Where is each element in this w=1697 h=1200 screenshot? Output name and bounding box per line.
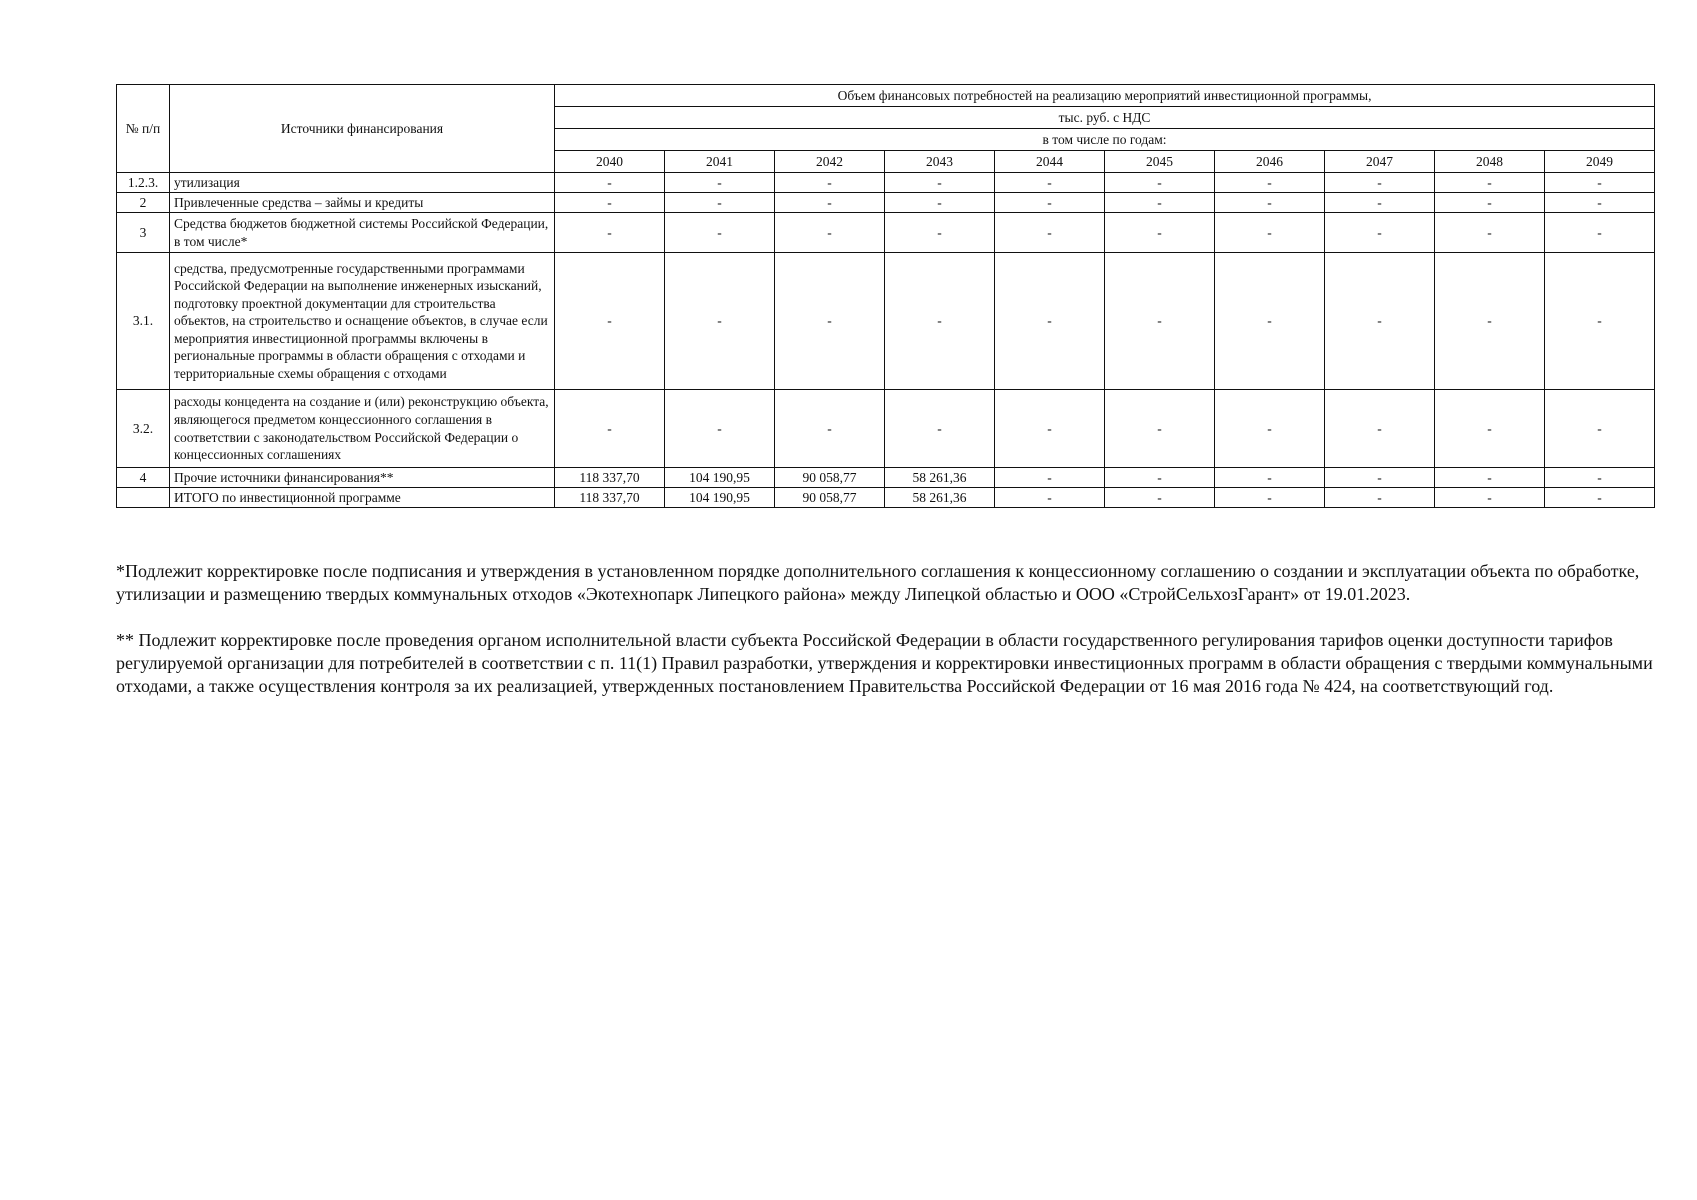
header-year: 2045 <box>1105 151 1215 173</box>
table-row <box>117 488 1655 508</box>
row-value: - <box>1435 193 1545 213</box>
row-value: - <box>1215 488 1325 508</box>
table-header <box>117 85 1655 173</box>
header-year: 2047 <box>1325 151 1435 173</box>
row-value: - <box>995 253 1105 390</box>
row-value: - <box>775 390 885 468</box>
row-value: - <box>1435 390 1545 468</box>
row-value: - <box>1435 488 1545 508</box>
table-row <box>117 193 1655 213</box>
row-value: - <box>1105 488 1215 508</box>
row-value: - <box>1325 173 1435 193</box>
row-value: 58 261,36 <box>885 468 995 488</box>
table-row <box>117 213 1655 253</box>
row-value: - <box>1325 213 1435 253</box>
row-value: - <box>665 193 775 213</box>
header-by-years: в том числе по годам: <box>555 129 1655 151</box>
row-value: - <box>1435 253 1545 390</box>
row-value: - <box>665 390 775 468</box>
footnote-2: ** Подлежит корректировке после проведения органом исполнительной власти субъекта Российской Федерации в области государственного регулирования тарифов оценки доступности тарифов регулируемой организации для потребителей в соответствии с п. 11(1) Правил разработки, утверждения и корректировки инвестиционных программ в области обращения с твердыми коммунальными отходами, а также осуществления контроля за их реализацией, утвержденных постановлением Правительства Российской Федерации от 16 мая 2016 года № 424, на соответствующий год. <box>116 630 1653 696</box>
header-year: 2049 <box>1545 151 1655 173</box>
row-value: - <box>1325 253 1435 390</box>
table-row <box>117 253 1655 390</box>
row-value: - <box>885 253 995 390</box>
row-value: - <box>995 468 1105 488</box>
row-number: 1.2.3. <box>117 173 170 193</box>
row-value: - <box>1325 193 1435 213</box>
row-number: 3.1. <box>117 253 170 390</box>
row-value: - <box>885 213 995 253</box>
row-value: - <box>1435 468 1545 488</box>
row-source: Прочие источники финансирования** <box>170 468 555 488</box>
header-year: 2048 <box>1435 151 1545 173</box>
row-value: - <box>1545 390 1655 468</box>
row-value: - <box>665 253 775 390</box>
row-value: - <box>1545 488 1655 508</box>
row-value: 104 190,95 <box>665 488 775 508</box>
row-number: 2 <box>117 193 170 213</box>
row-value: - <box>995 173 1105 193</box>
row-value: - <box>555 390 665 468</box>
header-units: тыс. руб. с НДС <box>555 107 1655 129</box>
row-number: 3.2. <box>117 390 170 468</box>
row-source: утилизация <box>170 173 555 193</box>
row-value: 104 190,95 <box>665 468 775 488</box>
row-value: - <box>1215 468 1325 488</box>
row-value: - <box>1545 253 1655 390</box>
row-number: 3 <box>117 213 170 253</box>
row-value: - <box>885 193 995 213</box>
row-value: - <box>775 213 885 253</box>
row-value: - <box>1215 253 1325 390</box>
row-value: - <box>1105 390 1215 468</box>
row-value: 118 337,70 <box>555 488 665 508</box>
row-value: - <box>1105 468 1215 488</box>
header-volume: Объем финансовых потребностей на реализацию мероприятий инвестиционной программы, <box>555 85 1655 107</box>
row-source: Привлеченные средства – займы и кредиты <box>170 193 555 213</box>
row-value: - <box>1545 193 1655 213</box>
header-year: 2042 <box>775 151 885 173</box>
row-value: - <box>775 193 885 213</box>
row-source: ИТОГО по инвестиционной программе <box>170 488 555 508</box>
header-year: 2041 <box>665 151 775 173</box>
row-number: 4 <box>117 468 170 488</box>
row-value: - <box>1215 390 1325 468</box>
row-value: - <box>1325 468 1435 488</box>
row-value: - <box>1545 468 1655 488</box>
row-value: - <box>1215 173 1325 193</box>
footnote-1: *Подлежит корректировке после подписания и утверждения в установленном порядке дополнительного соглашения к концессионному соглашению о создании и эксплуатации объекта по обработке, утилизации и размещению твердых коммунальных отходов «Экотехнопарк Липецкого района» между Липецкой областью и ООО «СтройСельхозГарант» от 19.01.2023. <box>116 561 1640 604</box>
row-value: 58 261,36 <box>885 488 995 508</box>
row-number <box>117 488 170 508</box>
table-row <box>117 468 1655 488</box>
row-value: - <box>1105 213 1215 253</box>
row-value: - <box>1325 488 1435 508</box>
header-year: 2040 <box>555 151 665 173</box>
row-value: - <box>885 173 995 193</box>
row-value: - <box>995 390 1105 468</box>
table-body <box>117 173 1655 508</box>
row-value: - <box>665 173 775 193</box>
row-value: 118 337,70 <box>555 468 665 488</box>
header-year: 2044 <box>995 151 1105 173</box>
row-value: - <box>775 173 885 193</box>
row-value: - <box>1545 213 1655 253</box>
header-year: 2043 <box>885 151 995 173</box>
row-value: - <box>1215 193 1325 213</box>
row-source: Средства бюджетов бюджетной системы Российской Федерации, в том числе* <box>170 213 555 253</box>
row-source: расходы концедента на создание и (или) реконструкцию объекта, являющегося предметом концессионного соглашения в соответствии с законодательством Российской Федерации о концессионных соглашениях <box>170 390 555 468</box>
row-value: - <box>1105 173 1215 193</box>
row-value: 90 058,77 <box>775 468 885 488</box>
row-value: - <box>885 390 995 468</box>
row-value: - <box>1325 390 1435 468</box>
row-value: - <box>1435 213 1545 253</box>
header-num: № п/п <box>117 85 170 173</box>
row-value: 90 058,77 <box>775 488 885 508</box>
row-value: - <box>555 213 665 253</box>
row-value: - <box>1105 253 1215 390</box>
footnotes <box>116 560 1676 721</box>
table-row <box>117 173 1655 193</box>
row-value: - <box>1215 213 1325 253</box>
row-value: - <box>995 488 1105 508</box>
row-value: - <box>1545 173 1655 193</box>
row-value: - <box>1435 173 1545 193</box>
financing-table <box>116 84 1655 508</box>
row-value: - <box>1105 193 1215 213</box>
header-year: 2046 <box>1215 151 1325 173</box>
table-row <box>117 390 1655 468</box>
row-value: - <box>555 193 665 213</box>
row-value: - <box>995 193 1105 213</box>
row-value: - <box>665 213 775 253</box>
row-value: - <box>555 173 665 193</box>
row-value: - <box>995 213 1105 253</box>
row-source: средства, предусмотренные государственными программами Российской Федерации на выполнение инженерных изысканий, подготовку проектной документации для строительства объектов, на строительство и оснащение объектов, в случае если мероприятия инвестиционной программы включены в региональные программы в области обращения с отходами и территориальные схемы обращения с отходами <box>170 253 555 390</box>
row-value: - <box>555 253 665 390</box>
row-value: - <box>775 253 885 390</box>
header-source: Источники финансирования <box>170 85 555 173</box>
